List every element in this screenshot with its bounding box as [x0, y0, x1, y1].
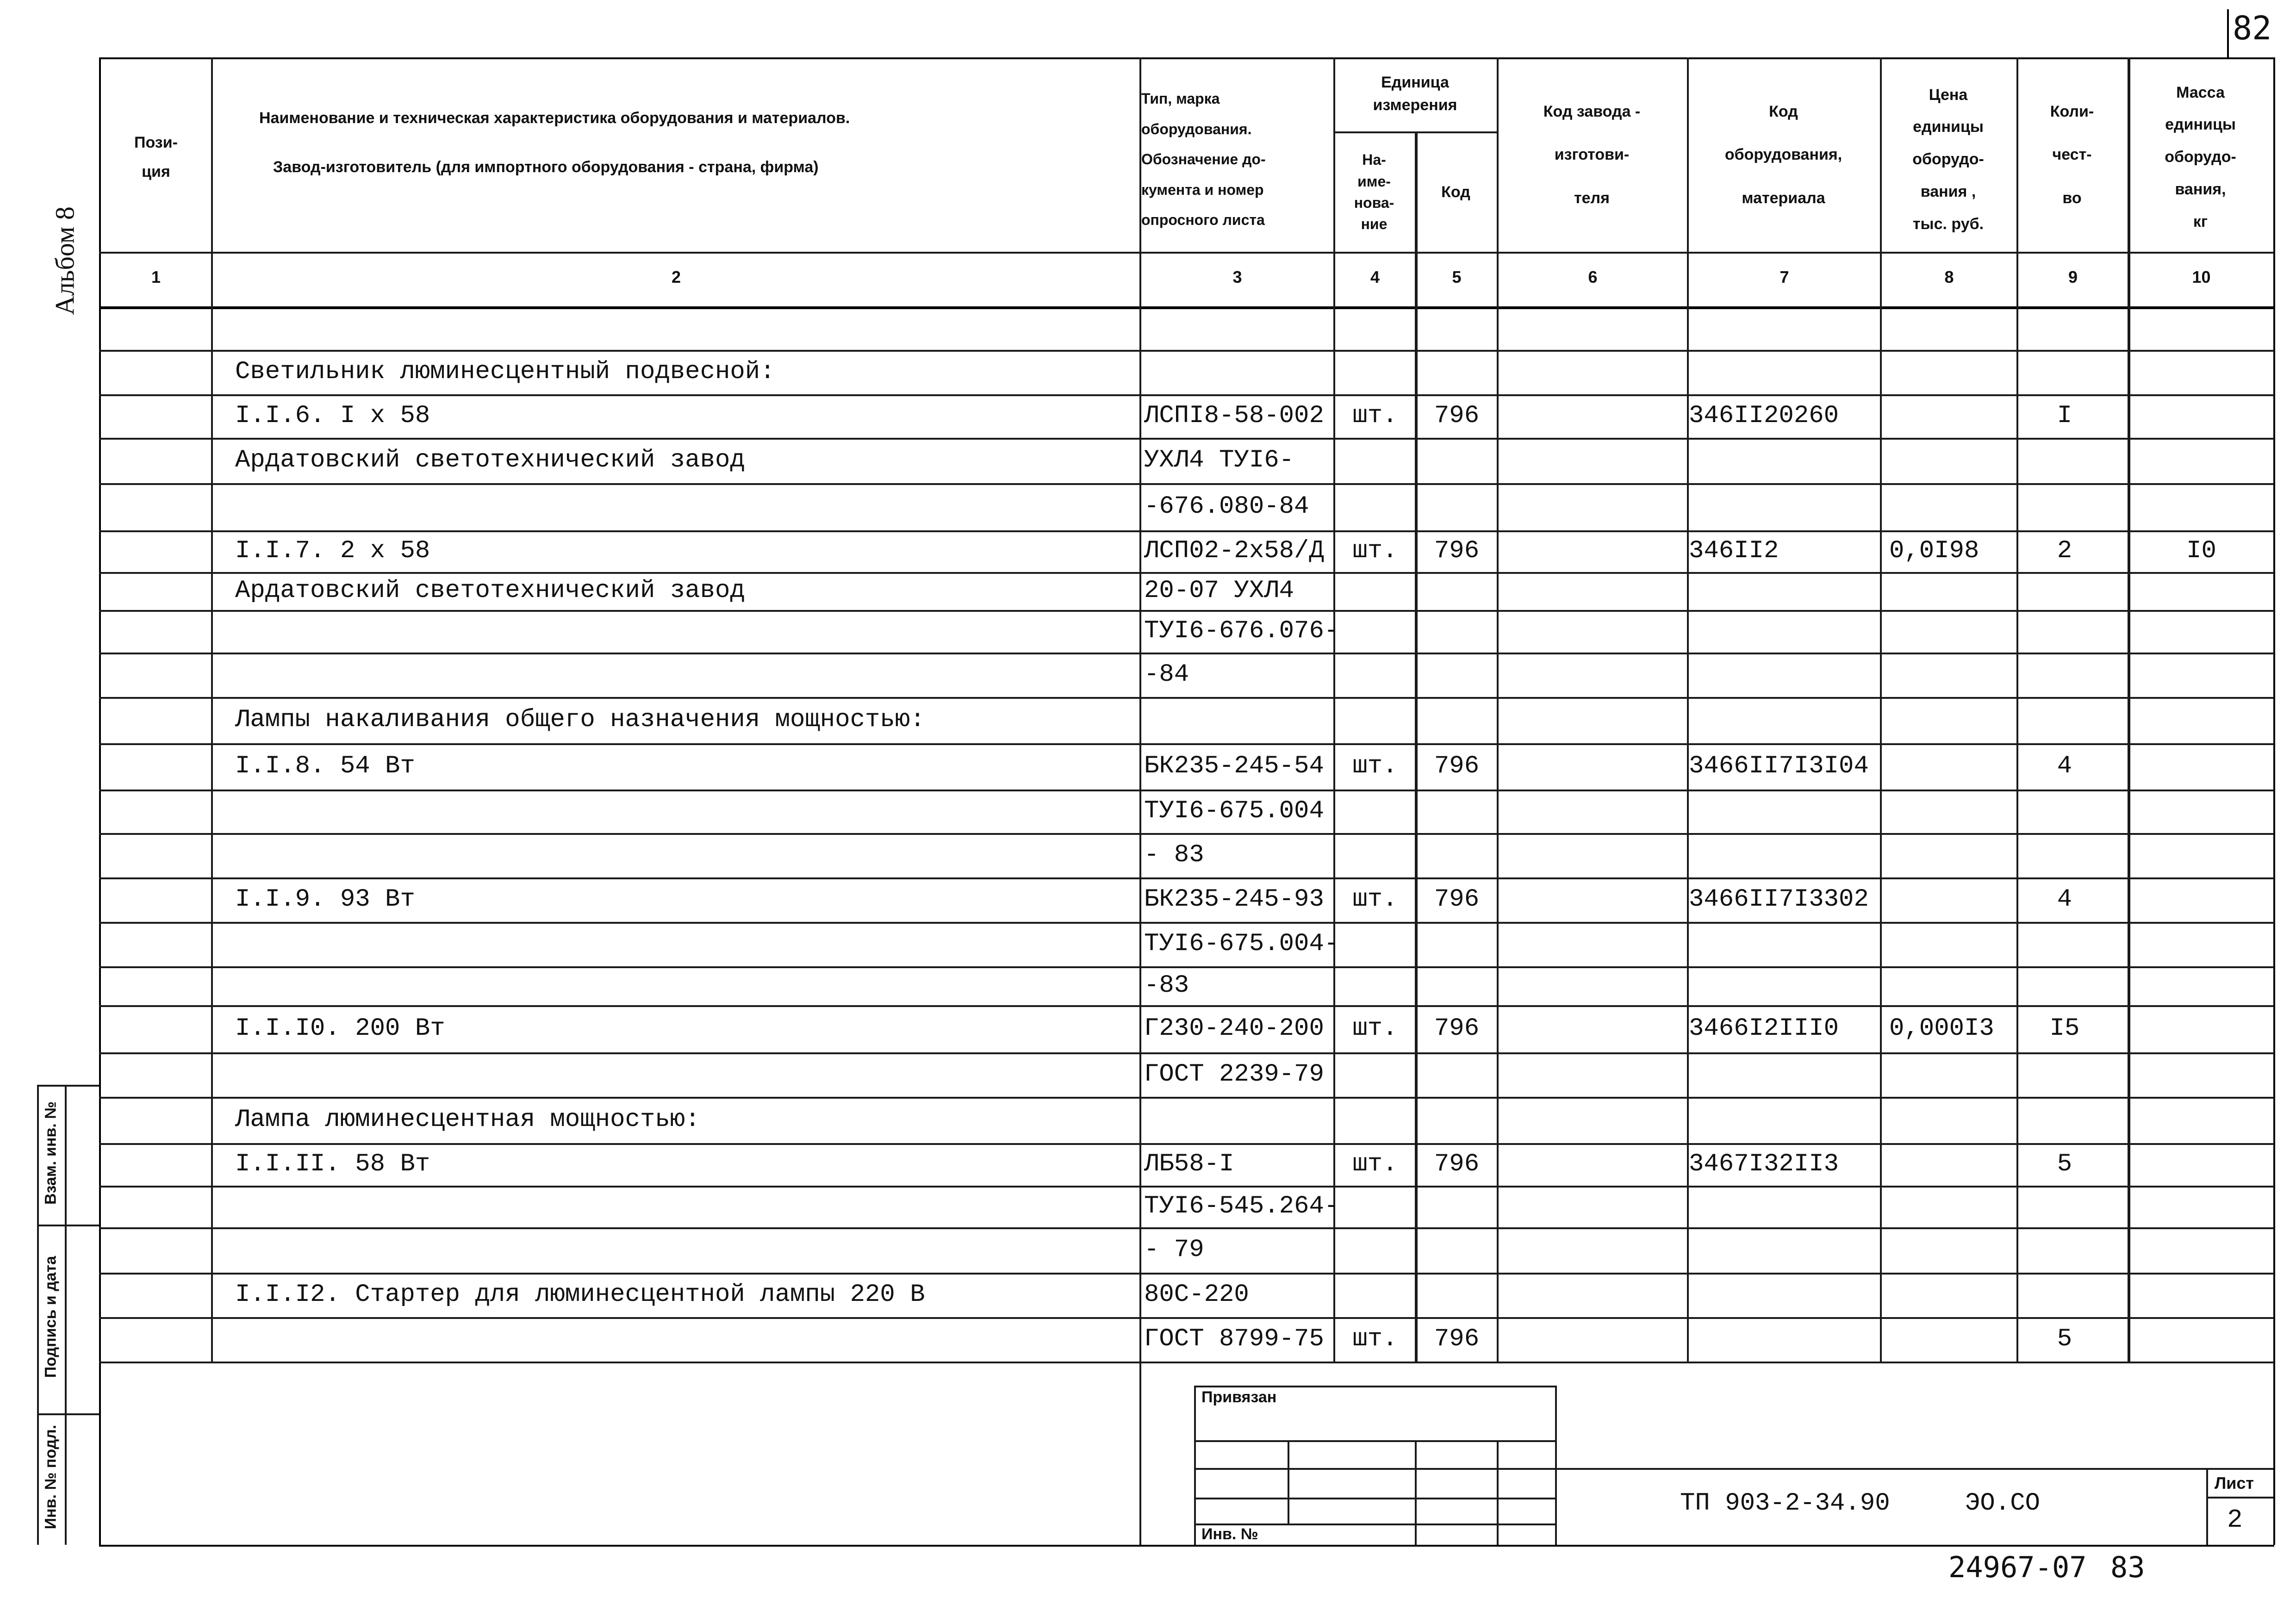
- header-mass: Масса единицы оборудо- вания, кг: [2165, 83, 2236, 230]
- stamp-box-line-c: [1194, 1498, 1556, 1499]
- cell-col-10: [2129, 963, 2273, 1008]
- cell-col-2: [235, 963, 1138, 1008]
- side-label-vzam: Взам. инв. №: [42, 1101, 60, 1205]
- colnum-4: 4: [1370, 267, 1380, 286]
- cell-col-4: [1335, 306, 1415, 351]
- stamp-inv-no: Инв. №: [1201, 1525, 1258, 1543]
- cell-col-2: Ардатовский светотехнический завод: [235, 446, 745, 474]
- cell-col-9: [2018, 833, 2111, 878]
- cell-col-2: [235, 833, 1138, 878]
- cell-col-8: [1889, 1184, 2016, 1229]
- cell-col-3: ТУI6-675.004: [1144, 797, 1324, 825]
- cell-col-5: 796: [1434, 752, 1480, 780]
- cell-col-7: 346II20260: [1689, 402, 1839, 430]
- cell-col-8: [1889, 744, 2016, 789]
- cell-col-10: [2129, 1227, 2273, 1273]
- cell-col-5: [1417, 484, 1497, 529]
- cell-col-4: [1335, 697, 1415, 743]
- header-name-line2: Завод-изготовитель (для импортного оборудования - страна, фирма): [273, 158, 819, 176]
- header-factory-code: Код завода - изготови- теля: [1543, 102, 1641, 207]
- cell-col-2: [235, 609, 1138, 654]
- cell-col-8: [1889, 568, 2016, 614]
- header-position: Пози- ция: [134, 134, 178, 180]
- cell-col-5: 796: [1434, 1325, 1480, 1353]
- cell-col-7: [1689, 921, 1880, 967]
- cell-col-10: [2129, 1052, 2273, 1097]
- cell-col-5: [1417, 833, 1497, 878]
- cell-col-5: 796: [1434, 1014, 1480, 1043]
- cell-col-4: [1335, 921, 1415, 967]
- stamp-box-line-b: [1194, 1468, 2273, 1470]
- cell-col-7: [1689, 1052, 1880, 1097]
- cell-col-4: [1335, 438, 1415, 483]
- cell-col-9: [2018, 306, 2111, 351]
- corner-sheet-number: 82: [2233, 9, 2272, 47]
- cell-col-5: [1417, 1184, 1497, 1229]
- cell-col-5: 796: [1434, 885, 1480, 914]
- cell-col-7: [1689, 1272, 1880, 1318]
- cell-col-7: [1689, 306, 1880, 351]
- cell-col-2: [235, 1184, 1138, 1229]
- cell-col-10: [2129, 1006, 2273, 1051]
- cell-col-3: ЛБ58-I: [1144, 1150, 1234, 1178]
- cell-col-10: [2129, 393, 2273, 439]
- cell-col-7: [1689, 963, 1880, 1008]
- stamp-box-right: [1555, 1386, 1557, 1545]
- header-type: Тип, марка оборудования. Обозначение до- кумента и номер опросного листа: [1141, 90, 1266, 229]
- cell-col-9: [2018, 1227, 2111, 1273]
- cell-col-9: [2018, 609, 2111, 654]
- cell-col-4: шт.: [1352, 1325, 1398, 1353]
- cell-col-7: [1689, 1097, 1880, 1143]
- cell-col-10: [2129, 1184, 2273, 1229]
- cell-col-10: [2129, 438, 2273, 483]
- cell-col-4: [1335, 1184, 1415, 1229]
- cell-col-5: 796: [1434, 537, 1480, 565]
- cell-col-5: [1417, 1227, 1497, 1273]
- cell-col-4: [1335, 652, 1415, 697]
- cell-col-2: I.I.7. 2 х 58: [235, 537, 430, 565]
- sheet-number: 2: [2227, 1505, 2243, 1535]
- cell-col-2: [235, 1227, 1138, 1273]
- stamp-box-left: [1194, 1386, 1196, 1545]
- cell-col-10: [2129, 921, 2273, 967]
- cell-col-8: [1889, 1227, 2016, 1273]
- cell-col-4: [1335, 349, 1415, 395]
- cell-col-3: ТУI6-545.264-: [1144, 1192, 1339, 1220]
- cell-col-2: I.I.9. 93 Вт: [235, 885, 415, 914]
- cell-col-4: [1335, 484, 1415, 529]
- cell-col-8: 0,000I3: [1889, 1014, 1994, 1043]
- cell-col-9: [2018, 963, 2111, 1008]
- side-strip-div1: [37, 1225, 99, 1226]
- cell-col-2: I.I.8. 54 Вт: [235, 752, 415, 780]
- cell-col-9: I: [2057, 402, 2072, 430]
- cell-col-8: [1889, 963, 2016, 1008]
- header-unit-group: Единица измерения: [1373, 73, 1457, 114]
- cell-col-9: [2018, 1272, 2111, 1318]
- cell-col-9: [2018, 697, 2111, 743]
- stamp-box-top: [1194, 1386, 1556, 1387]
- cell-col-5: 796: [1434, 1150, 1480, 1178]
- header-unit-name: На- име- нова- ние: [1354, 151, 1394, 233]
- cell-col-7: [1689, 789, 1880, 834]
- cell-col-2: I.I.II. 58 Вт: [235, 1150, 430, 1178]
- cell-col-2: Лампа люминесцентная мощностью:: [235, 1106, 700, 1134]
- cell-col-8: [1889, 609, 2016, 654]
- colnum-5: 5: [1452, 267, 1462, 286]
- cell-col-5: [1417, 697, 1497, 743]
- cell-col-9: [2018, 1184, 2111, 1229]
- cell-col-7: [1689, 1227, 1880, 1273]
- cell-col-9: [2018, 438, 2111, 483]
- frame-bottom: [99, 1545, 2274, 1547]
- colnum-7: 7: [1780, 267, 1789, 286]
- cell-col-2: Ардатовский светотехнический завод: [235, 577, 745, 605]
- cell-col-9: [2018, 568, 2111, 614]
- cell-col-9: [2018, 484, 2111, 529]
- cell-col-2: Светильник люминесцентный подвесной:: [235, 358, 775, 386]
- stamp-box-line-a: [1194, 1440, 1556, 1442]
- header-quantity: Коли- чест- во: [2050, 102, 2094, 207]
- cell-col-10: [2129, 789, 2273, 834]
- cell-col-2: [235, 921, 1138, 967]
- cell-col-8: [1889, 1097, 2016, 1143]
- cell-col-3: ТУI6-676.076-: [1144, 617, 1339, 645]
- cell-col-8: [1889, 833, 2016, 878]
- cell-col-3: БК235-245-54: [1144, 752, 1324, 780]
- cell-col-9: 4: [2057, 885, 2072, 914]
- colnum-10: 10: [2192, 267, 2211, 286]
- header-equipment-code: Код оборудования, материала: [1724, 102, 1842, 207]
- cell-col-10: [2129, 609, 2273, 654]
- cell-col-3: Г230-240-200: [1144, 1014, 1324, 1043]
- cell-col-4: [1335, 1052, 1415, 1097]
- cell-col-5: [1417, 1052, 1497, 1097]
- cell-col-5: [1417, 306, 1497, 351]
- cell-col-7: 3466II7I3I04: [1689, 752, 1869, 780]
- cell-col-3: - 79: [1144, 1236, 1204, 1264]
- sheet-box-divider: [2206, 1497, 2273, 1499]
- cell-col-7: 3467I32II3: [1689, 1150, 1839, 1178]
- cell-col-3: - 83: [1144, 841, 1204, 869]
- cell-col-10: [2129, 1317, 2273, 1362]
- cell-col-5: [1417, 652, 1497, 697]
- cell-col-4: шт.: [1352, 1014, 1398, 1043]
- cell-col-2: I.I.I0. 200 Вт: [235, 1014, 445, 1043]
- cell-col-4: [1335, 1227, 1415, 1273]
- cell-col-7: 3466II7I3302: [1689, 885, 1869, 914]
- album-label: Альбом 8: [50, 206, 80, 315]
- cell-col-3: -83: [1144, 971, 1189, 1000]
- header-bottom-line: [99, 252, 2274, 254]
- cell-col-3: ТУI6-675.004-: [1144, 930, 1339, 958]
- cell-col-5: [1417, 609, 1497, 654]
- cell-col-8: [1889, 306, 2016, 351]
- cell-col-8: [1889, 789, 2016, 834]
- cell-col-2: [235, 652, 1138, 697]
- cell-col-8: [1889, 652, 2016, 697]
- cell-col-3: [1144, 697, 1333, 743]
- cell-col-7: [1689, 1317, 1880, 1362]
- document-code: ТП 903-2-34.90: [1680, 1489, 1890, 1517]
- cell-col-4: [1335, 1097, 1415, 1143]
- cell-col-2: Лампы накаливания общего назначения мощностью:: [235, 706, 925, 734]
- cell-col-8: [1889, 697, 2016, 743]
- cell-col-3: ЛСП02-2х58/Д: [1144, 537, 1324, 565]
- colnum-6: 6: [1588, 267, 1598, 286]
- stamp-privyazan: Привязан: [1201, 1388, 1277, 1406]
- cell-col-8: [1889, 1052, 2016, 1097]
- cell-col-10: [2129, 697, 2273, 743]
- cell-col-5: [1417, 789, 1497, 834]
- header-price: Цена единицы оборудо- вания , тыс. руб.: [1912, 86, 1984, 233]
- cell-col-7: [1689, 609, 1880, 654]
- cell-col-8: [1889, 1142, 2016, 1187]
- cell-col-7: [1689, 484, 1880, 529]
- cell-col-10: [2129, 568, 2273, 614]
- cell-col-10: [2129, 744, 2273, 789]
- cell-col-7: [1689, 1184, 1880, 1229]
- cell-col-2: [235, 306, 1138, 351]
- cell-col-8: [1889, 393, 2016, 439]
- stamp-top-line: [99, 1362, 2274, 1363]
- side-label-inv-podl: Инв. № подл.: [42, 1424, 60, 1530]
- cell-col-10: [2129, 877, 2273, 922]
- cell-col-9: [2018, 1097, 2111, 1143]
- cell-col-5: 796: [1434, 402, 1480, 430]
- cell-col-9: [2018, 349, 2111, 395]
- cell-col-2: [235, 789, 1138, 834]
- cell-col-9: [2018, 921, 2111, 967]
- col-line-5: [1497, 57, 1499, 1362]
- cell-col-4: [1335, 963, 1415, 1008]
- cell-col-7: [1689, 697, 1880, 743]
- stamp-box-v3: [1497, 1440, 1499, 1545]
- colnum-1: 1: [151, 267, 161, 286]
- cell-col-7: [1689, 568, 1880, 614]
- header-unit-code: Код: [1441, 183, 1470, 201]
- cell-col-5: [1417, 349, 1497, 395]
- cell-col-7: [1689, 349, 1880, 395]
- cell-col-9: [2018, 652, 2111, 697]
- cell-col-5: [1417, 1097, 1497, 1143]
- sheet-box-left: [2206, 1468, 2208, 1545]
- cell-col-8: [1889, 1272, 2016, 1318]
- cell-col-2: [235, 1052, 1138, 1097]
- cell-col-8: [1889, 921, 2016, 967]
- cell-col-2: I.I.I2. Стартер для люминесцентной лампы 220 В: [235, 1281, 925, 1309]
- cell-col-4: [1335, 833, 1415, 878]
- cell-col-10: [2129, 652, 2273, 697]
- cell-col-2: [235, 1317, 1138, 1362]
- cell-col-5: [1417, 921, 1497, 967]
- cell-col-10: [2129, 484, 2273, 529]
- cell-col-4: шт.: [1352, 752, 1398, 780]
- cell-col-7: 3466I2III0: [1689, 1014, 1839, 1043]
- cell-col-10: [2129, 1142, 2273, 1187]
- cell-col-3: 80С-220: [1144, 1281, 1249, 1309]
- cell-col-4: шт.: [1352, 885, 1398, 914]
- cell-col-5: [1417, 1272, 1497, 1318]
- side-label-podpis: Подпись и дата: [42, 1256, 60, 1378]
- cell-col-4: [1335, 789, 1415, 834]
- cell-col-3: ГОСТ 8799-75: [1144, 1325, 1324, 1353]
- cell-col-2: [235, 484, 1138, 529]
- cell-col-9: 2: [2057, 537, 2072, 565]
- cell-col-3: [1144, 1097, 1333, 1143]
- cell-col-10: [2129, 1097, 2273, 1143]
- cell-col-7: [1689, 438, 1880, 483]
- corner-number-divider: [2227, 9, 2229, 57]
- cell-col-7: [1689, 833, 1880, 878]
- side-strip-left: [37, 1085, 39, 1545]
- cell-col-2: I.I.6. I х 58: [235, 402, 430, 430]
- frame-right: [2273, 57, 2275, 1545]
- cell-col-8: [1889, 349, 2016, 395]
- cell-col-7: [1689, 652, 1880, 697]
- document-mark: ЭО.СО: [1965, 1489, 2041, 1517]
- cell-col-3: ЛСПI8-58-002: [1144, 402, 1324, 430]
- cell-col-3: -676.080-84: [1144, 492, 1309, 521]
- cell-col-10: [2129, 306, 2273, 351]
- cell-col-9: 5: [2057, 1150, 2072, 1178]
- col-line-7: [1880, 57, 1882, 1362]
- cell-col-4: [1335, 568, 1415, 614]
- cell-col-4: [1335, 1272, 1415, 1318]
- cell-col-8: [1889, 877, 2016, 922]
- cell-col-9: 5: [2057, 1325, 2072, 1353]
- bottom-archive-number: 24967-07: [1948, 1550, 2087, 1584]
- cell-col-8: [1889, 484, 2016, 529]
- cell-col-10: [2129, 833, 2273, 878]
- cell-col-9: [2018, 1052, 2111, 1097]
- colnum-9: 9: [2068, 267, 2078, 286]
- colnum-8: 8: [1944, 267, 1954, 286]
- cell-col-10: [2129, 1272, 2273, 1318]
- frame-top: [99, 57, 2274, 59]
- cell-col-3: [1144, 306, 1333, 351]
- cell-col-3: [1144, 349, 1333, 395]
- cell-col-4: [1335, 609, 1415, 654]
- cell-col-10: I0: [2186, 537, 2216, 565]
- cell-col-5: [1417, 568, 1497, 614]
- colnum-2: 2: [671, 267, 681, 286]
- cell-col-3: УХЛ4 ТУI6-: [1144, 446, 1294, 474]
- cell-col-8: [1889, 1317, 2016, 1362]
- cell-col-8: 0,0I98: [1889, 537, 1979, 565]
- cell-col-10: [2129, 349, 2273, 395]
- cell-col-3: БК235-245-93: [1144, 885, 1324, 914]
- cell-col-4: шт.: [1352, 537, 1398, 565]
- cell-col-4: шт.: [1352, 1150, 1398, 1178]
- cell-col-9: 4: [2057, 752, 2072, 780]
- col-line-1: [211, 57, 213, 1362]
- cell-col-5: [1417, 438, 1497, 483]
- stamp-box-v2: [1415, 1440, 1417, 1545]
- cell-col-3: 20-07 УХЛ4: [1144, 577, 1294, 605]
- cell-col-9: [2018, 789, 2111, 834]
- cell-col-5: [1417, 963, 1497, 1008]
- header-name-line1: Наименование и техническая характеристика оборудования и материалов.: [259, 109, 850, 127]
- cell-col-9: I5: [2049, 1014, 2080, 1043]
- colnum-3: 3: [1232, 267, 1242, 286]
- sheet-label: Лист: [2215, 1474, 2254, 1492]
- cell-col-3: ГОСТ 2239-79: [1144, 1060, 1324, 1088]
- cell-col-4: шт.: [1352, 402, 1398, 430]
- cell-col-3: -84: [1144, 660, 1189, 689]
- stamp-box-v1: [1288, 1440, 1289, 1524]
- cell-col-7: 346II2: [1689, 537, 1779, 565]
- cell-col-8: [1889, 438, 2016, 483]
- side-strip-mid: [65, 1085, 67, 1545]
- bottom-page-number: 83: [2110, 1550, 2145, 1584]
